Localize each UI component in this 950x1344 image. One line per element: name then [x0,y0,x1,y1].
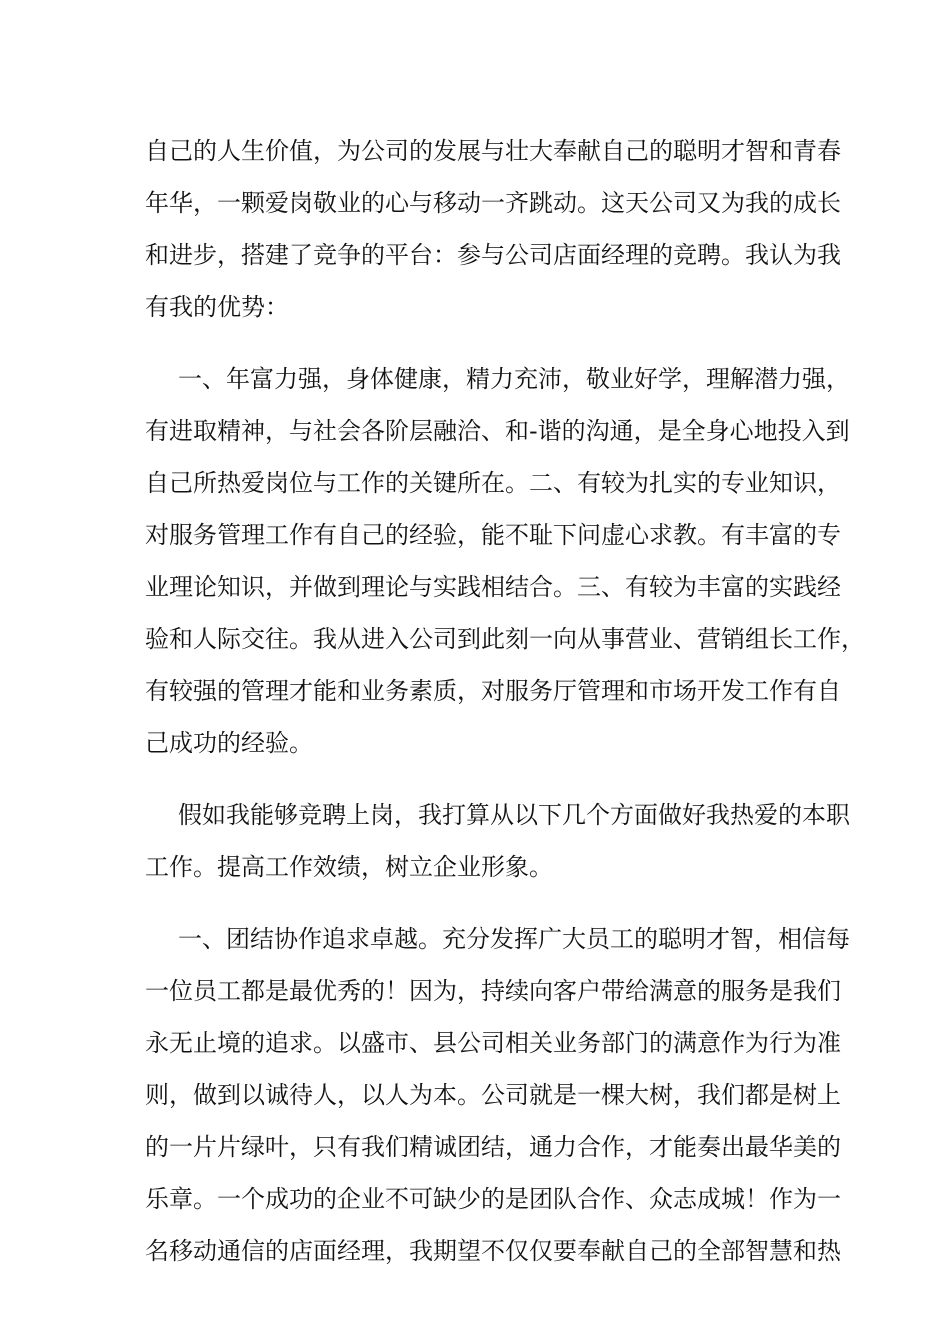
text-line: 自己的人生价值，为公司的发展与壮大奉献自己的聪明才智和青春 [145,137,841,165]
text-line: 乐章。一个成功的企业不可缺少的是团队合作、众志成城！作为一 [145,1185,841,1213]
paragraph-4 [145,913,850,1277]
text-line: 一、年富力强，身体健康，精力充沛，敬业好学，理解潜力强， [178,365,850,393]
paragraph-3 [145,789,850,893]
text-line: 自己所热爱岗位与工作的关键所在。二、有较为扎实的专业知识， [145,469,841,497]
text-line: 对服务管理工作有自己的经验，能不耻下问虚心求教。有丰富的专 [145,521,841,549]
paragraph-gap [145,769,810,789]
text-line: 一、团结协作追求卓越。充分发挥广大员工的聪明才智，相信每 [178,925,850,953]
text-line: 工作。提高工作效绩，树立企业形象。 [145,853,553,881]
text-line: 名移动通信的店面经理，我期望不仅仅要奉献自己的全部智慧和热 [145,1237,841,1265]
text-line: 有较强的管理才能和业务素质，对服务厅管理和市场开发工作有自 [145,677,841,705]
text-line: 的一片片绿叶，只有我们精诚团结，通力合作，才能奏出最华美的 [145,1133,841,1161]
paragraph-gap [145,333,810,353]
text-line: 假如我能够竞聘上岗，我打算从以下几个方面做好我热爱的本职 [178,801,850,829]
text-line: 永无止境的追求。以盛市、县公司相关业务部门的满意作为行为准 [145,1029,841,1057]
text-line: 和进步，搭建了竞争的平台：参与公司店面经理的竞聘。我认为我 [145,241,841,269]
text-line: 年华，一颗爱岗敬业的心与移动一齐跳动。这天公司又为我的成长 [145,189,841,217]
paragraph-gap [145,893,810,913]
text-line: 一位员工都是最优秀的！因为，持续向客户带给满意的服务是我们 [145,977,841,1005]
text-line: 有我的优势： [145,293,289,321]
paragraph-2 [145,353,865,769]
text-line: 则，做到以诚待人，以人为本。公司就是一棵大树，我们都是树上 [145,1081,841,1109]
text-line: 己成功的经验。 [145,729,313,757]
text-line: 业理论知识，并做到理论与实践相结合。三、有较为丰富的实践经 [145,573,841,601]
document-body [145,125,865,1277]
text-line: 有进取精神，与社会各阶层融洽、和-谐的沟通，是全身心地投入到 [145,417,850,445]
text-line: 验和人际交往。我从进入公司到此刻一向从事营业、营销组长工作， [145,625,865,653]
paragraph-1 [145,125,841,333]
